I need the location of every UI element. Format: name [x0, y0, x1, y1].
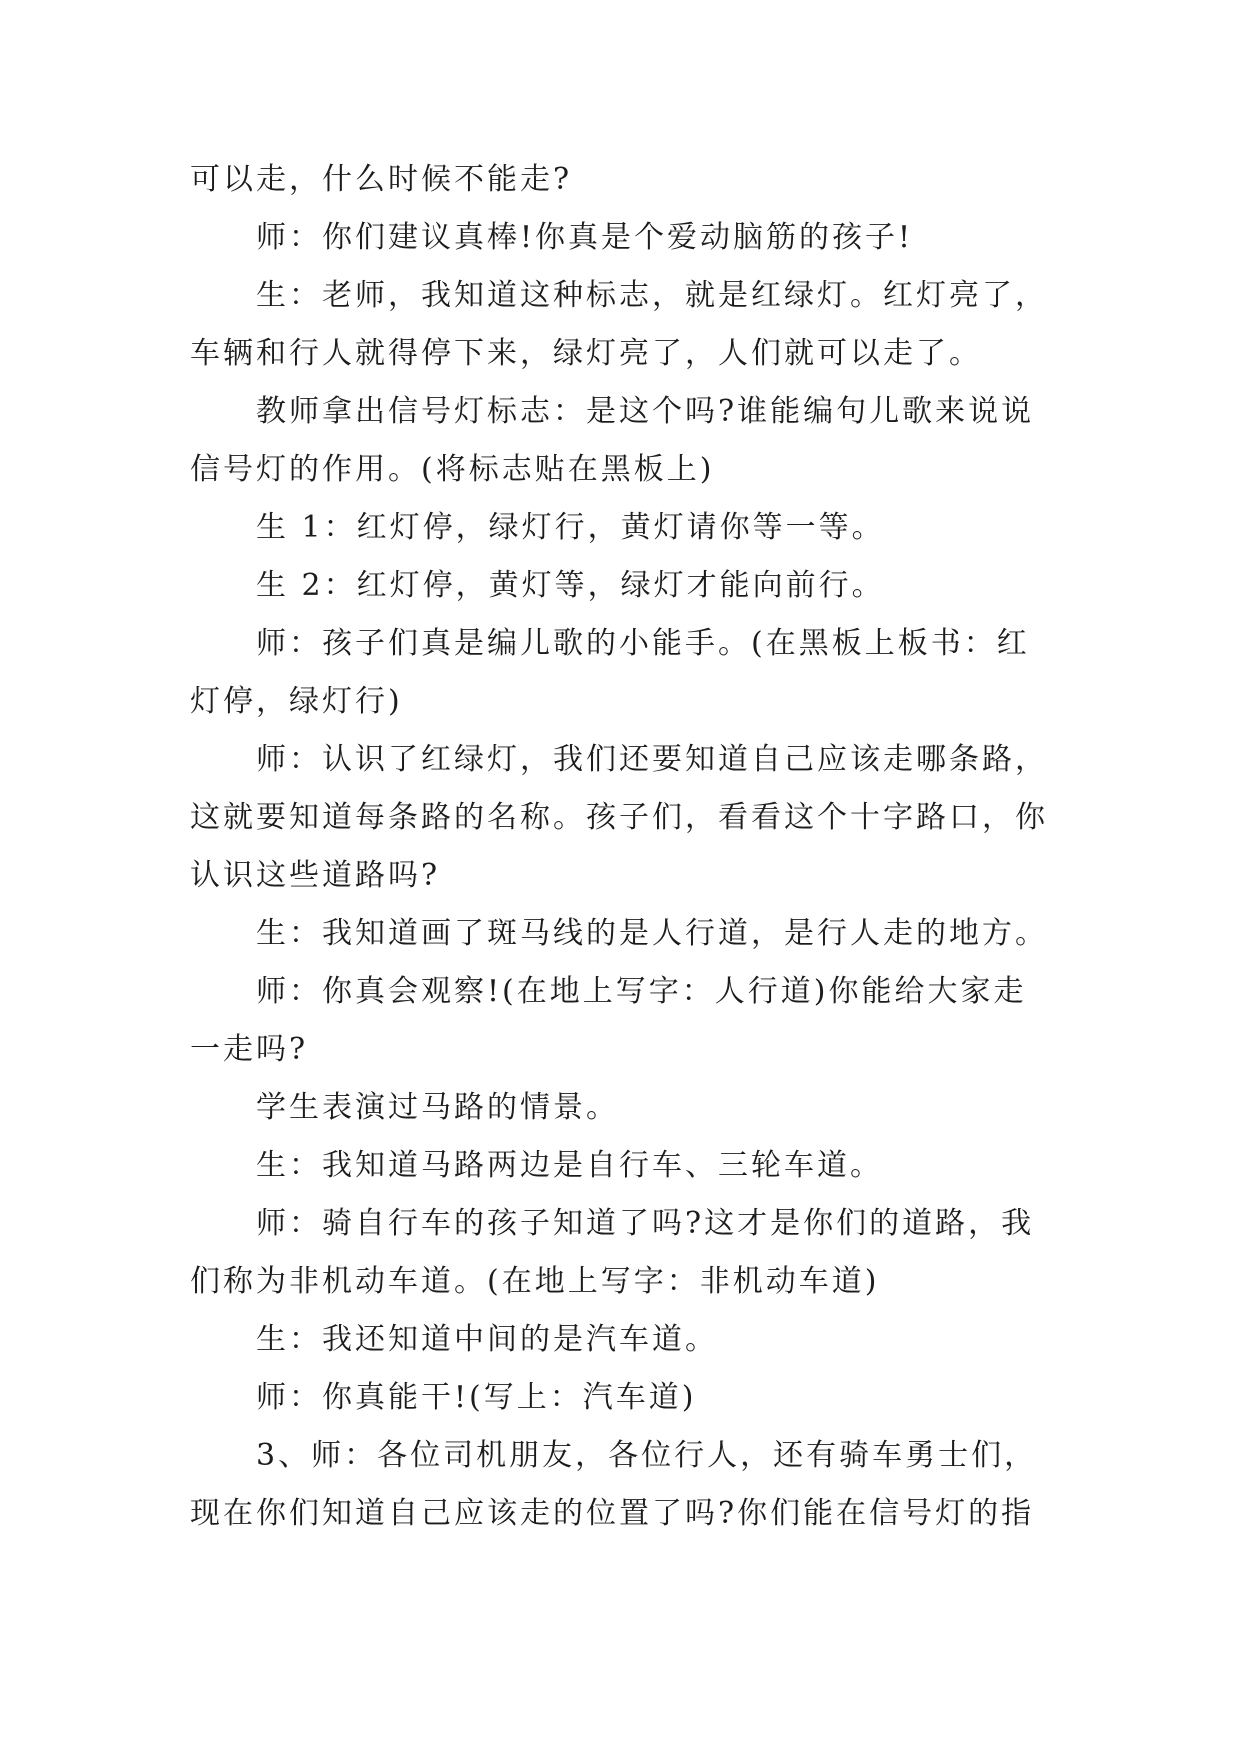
text-line: 师：认识了红绿灯，我们还要知道自己应该走哪条路， — [256, 742, 1048, 777]
text-line: 师：骑自行车的孩子知道了吗?这才是你们的道路，我 — [256, 1206, 1035, 1241]
text-line: 教师拿出信号灯标志：是这个吗?谁能编句儿歌来说说 — [256, 394, 1035, 429]
text-line: 车辆和行人就得停下来，绿灯亮了，人们就可以走了。 — [190, 336, 982, 371]
text-line: 3、师：各位司机朋友，各位行人，还有骑车勇士们， — [256, 1438, 1038, 1473]
text-line: 师：你们建议真棒!你真是个爱动脑筋的孩子! — [256, 220, 914, 255]
text-line: 师：孩子们真是编儿歌的小能手。(在黑板上板书：红 — [256, 626, 1030, 661]
text-line: 一走吗? — [190, 1032, 309, 1067]
text-line: 生：我知道画了斑马线的是人行道，是行人走的地方。 — [256, 916, 1048, 951]
text-line: 生 1：红灯停，绿灯行，黄灯请你等一等。 — [256, 510, 885, 545]
text-line: 生：我知道马路两边是自行车、三轮车道。 — [256, 1148, 883, 1183]
text-line: 生 2：红灯停，黄灯等，绿灯才能向前行。 — [256, 568, 885, 603]
text-line: 现在你们知道自己应该走的位置了吗?你们能在信号灯的指 — [190, 1496, 1035, 1531]
text-line: 信号灯的作用。(将标志贴在黑板上) — [190, 452, 715, 487]
text-line: 生：我还知道中间的是汽车道。 — [256, 1322, 718, 1357]
text-line: 可以走，什么时候不能走? — [190, 162, 573, 197]
text-line: 学生表演过马路的情景。 — [256, 1090, 619, 1125]
text-line: 灯停，绿灯行) — [190, 684, 403, 719]
text-line: 师：你真会观察!(在地上写字：人行道)你能给大家走 — [256, 974, 1027, 1009]
text-line: 师：你真能干!(写上：汽车道) — [256, 1380, 697, 1415]
text-line: 生：老师，我知道这种标志，就是红绿灯。红灯亮了， — [256, 278, 1048, 313]
text-line: 们称为非机动车道。(在地上写字：非机动车道) — [190, 1264, 880, 1299]
text-line: 认识这些道路吗? — [190, 858, 441, 893]
text-line: 这就要知道每条路的名称。孩子们，看看这个十字路口，你 — [190, 800, 1048, 835]
